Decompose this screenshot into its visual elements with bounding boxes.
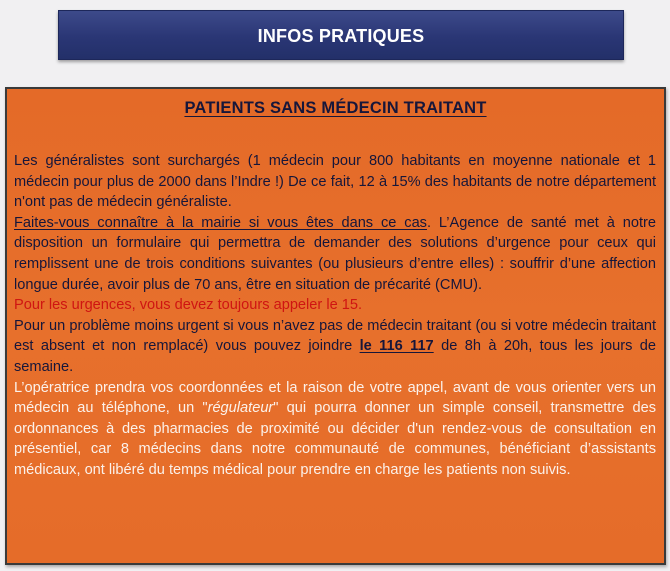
non-urgent-text-start: Pour un problème moins urgent si vous n’avez pas de médecin <box>14 317 423 334</box>
operator-text-end: " qui pourra donner un simple conseil, transmettre des ordonnances à des pharmacies de proximité ou décider d'un rendez-vous de consultation en présentiel, car 8 médecins dans notre communauté de communes, bénéficiant d’assistants médicaux, ont libéré du temps médical pour prendre en charge les patients non suivis. <box>14 400 656 478</box>
phone-number: le 116 117 <box>359 338 434 355</box>
info-panel <box>5 87 666 565</box>
paragraph-register <box>14 213 656 295</box>
register-link-text: Faites-vous connaître à la mairie si vous êtes dans ce cas <box>14 214 427 231</box>
paragraph-non-urgent <box>14 316 656 378</box>
operator-text-start: L’opératrice prendra vos coordonnées et la raison de votre appel, avant de vous orienter vers un médecin au téléphone, un " <box>14 379 656 417</box>
non-urgent-text-end: de 8h à 20h, tous les jours de semaine. <box>14 338 656 375</box>
paragraph-emergency <box>14 295 656 316</box>
non-urgent-text-middle: traitant (ou si votre médecin traitant est absent et non remplacé) vous pouvez joindre <box>14 317 657 355</box>
shortage-text: Les généralistes sont surchargés (1 médecin pour 800 habitants en moyenne nationale et 1 médecin pour plus de 2000 dans l’Indre !) De ce fait, 12 à 15% des habitants de notre département n'ont pas de médecin généraliste. <box>14 153 656 211</box>
regulateur-term: régulateur <box>207 400 274 417</box>
emergency-text: Pour les urgences, vous devez toujours appeler le 15. <box>14 297 363 314</box>
panel-body <box>14 151 656 481</box>
header-title: INFOS PRATIQUES <box>257 25 425 46</box>
header-banner <box>58 10 624 60</box>
panel-title: PATIENTS SANS MÉDECIN TRAITANT <box>184 99 487 117</box>
paragraph-operator <box>14 378 656 481</box>
register-text: . L’Agence de santé met à notre disposition un formulaire qui permettra de demander des solutions d’urgence pour ceux qui remplissent une de trois conditions suivantes (ou plusieurs d’entre elles) : souffrir d’une affection longue durée, avoir plus de 70 ans, être en situation de précarité (CMU). <box>14 214 656 293</box>
paragraph-doctor-shortage <box>14 151 656 213</box>
